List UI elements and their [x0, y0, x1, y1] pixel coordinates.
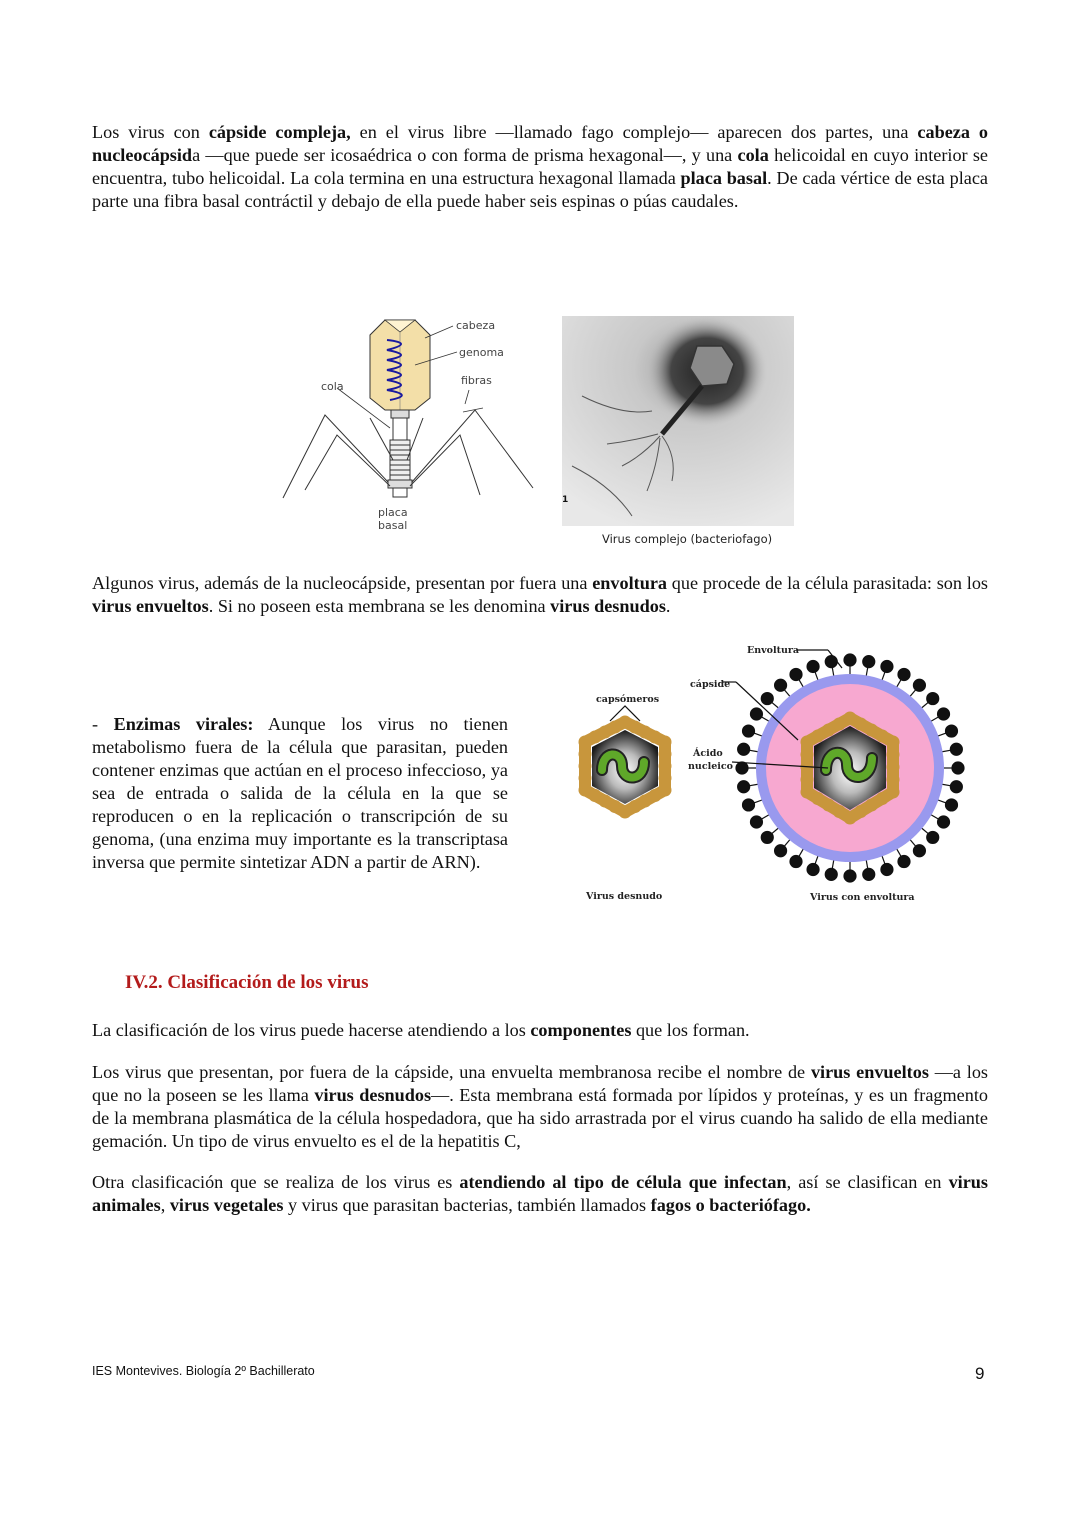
capsomer [659, 736, 672, 749]
label-basal: basal [378, 519, 408, 532]
envelope-spike [881, 863, 893, 875]
label-envoltura: Envoltura [747, 645, 800, 656]
capsomer [801, 786, 814, 799]
envelope-spike [807, 863, 819, 875]
envelope-spike [898, 668, 910, 680]
capsomer [887, 761, 900, 774]
capsomer [659, 760, 672, 773]
paragraph-enveloped-viruses: Algunos virus, además de la nucleocápside, presentan por fuera una envoltura que procede de la célula parasitada: son los virus envueltos. Si no poseen esta membrana se les denomina virus desnudos. [92, 573, 988, 616]
capsomer [887, 748, 900, 761]
envelope-spike [913, 845, 925, 857]
photo-number: 1 [562, 495, 569, 505]
envelope-spike [945, 799, 957, 811]
envelope-spike [738, 743, 750, 755]
capsomer [609, 721, 622, 734]
label-fibras: fibras [461, 374, 492, 387]
envelope-spike [750, 816, 762, 828]
envelope-spike [743, 799, 755, 811]
label-acido: Ácido [693, 748, 723, 759]
envelope-spike [938, 816, 950, 828]
envelope-spike [790, 856, 802, 868]
paragraph-envelope-classification: Los virus que presentan, por fuera de la cápside, una envuelta membranosa recibe el nombre de virus envueltos —a los que no la poseen se les llama virus desnudos—. Esta membrana está formada por lípidos y proteínas, y es un fragmento de la membrana plasmática de la célula hospedadora, que ha sido arrastrada por el virus cuando ha salido de ella mediante gemación. Un tipo de virus envuelto es el de la hepatitis C, [92, 1062, 988, 1151]
capsomer [801, 773, 814, 786]
capsomer [887, 773, 900, 786]
page-number: 9 [975, 1364, 985, 1383]
label-capsomeros: capsómeros [596, 694, 660, 705]
capsomer [579, 784, 592, 797]
capsomer [579, 748, 592, 761]
naked-virus [579, 716, 672, 819]
bacteriophage-micrograph [562, 316, 794, 526]
envelope-spike [927, 831, 939, 843]
envelope-spike [938, 708, 950, 720]
envelope-spike [825, 868, 837, 880]
photo-caption: Virus complejo (bacteriofago) [602, 532, 773, 546]
label-cabeza: cabeza [456, 319, 496, 332]
envelope-spike [738, 781, 750, 793]
envelope-spike [950, 781, 962, 793]
envelope-spike [844, 870, 856, 882]
capsomer [659, 772, 672, 785]
section-title: IV.2. Clasificación de los virus [125, 972, 369, 993]
label-nucleico: nucleico [688, 761, 733, 772]
naked-vs-enveloped-diagram [560, 640, 980, 910]
paragraph-viral-enzymes: - Enzimas virales: Aunque los virus no tienen metabolismo fuera de la célula que parasitan, pueden contener enzimas que actúan en el proceso infeccioso, ya sea de entrada o salida de la célula en la que se reproducen o en la replicación o transcripción de su genoma, (una enzima muy importante es la transcriptasa inversa que permite sintetizar ADN a partir de ARN). [92, 714, 508, 872]
capsomer [659, 748, 672, 761]
envelope-spike [790, 668, 802, 680]
envelope-spike [743, 725, 755, 737]
envelope-spike [913, 679, 925, 691]
capsomer [579, 760, 592, 773]
capsomer [801, 748, 814, 761]
envelope-spike [807, 661, 819, 673]
envelope-spike [825, 656, 837, 668]
envelope-spike [898, 856, 910, 868]
label-placa: placa [378, 506, 408, 519]
envelope-spike [927, 693, 939, 705]
envelope-spike [881, 661, 893, 673]
capsomer [887, 736, 900, 749]
envelope-spike [775, 845, 787, 857]
envelope-spike [761, 693, 773, 705]
paragraph-host-classification: Otra clasificación que se realiza de los virus es atendiendo al tipo de célula que infectan, así se clasifican en virus animales, virus vegetales y virus que parasitan bacterias, también llamados fagos o bacteriófago. [92, 1172, 988, 1215]
envelope-spike [950, 743, 962, 755]
caption-virus-desnudo: Virus desnudo [586, 891, 663, 902]
bacteriophage-diagram [275, 310, 545, 540]
envelope-spike [844, 654, 856, 666]
envelope-spike [945, 725, 957, 737]
paragraph-complex-capsid: Los virus con cápside compleja, en el virus libre —llamado fago complejo— aparecen dos partes, una cabeza o nucleocápsida —que puede ser icosaédrica o con forma de prisma hexagonal—, y una cola helicoidal en cuyo interior se encuentra, tubo helicoidal. La cola termina en una estructura hexagonal llamada placa basal. De cada vértice de esta placa parte una fibra basal contráctil y debajo de ella puede haber seis espinas o púas caudales. [92, 122, 988, 211]
footer-text: IES Montevives. Biología 2º Bachillerato [92, 1364, 315, 1378]
envelope-spike [775, 679, 787, 691]
label-cola: cola [321, 380, 344, 393]
label-capside: cápside [690, 679, 731, 690]
envelope-spike [736, 762, 748, 774]
envelope-spike [761, 831, 773, 843]
capsomer [833, 718, 846, 731]
caption-virus-envoltura: Virus con envoltura [810, 892, 915, 903]
capsomer [579, 772, 592, 785]
enveloped-virus [736, 654, 964, 882]
label-genoma: genoma [459, 346, 504, 359]
envelope-spike [952, 762, 964, 774]
envelope-spike [750, 708, 762, 720]
envelope-spike [863, 656, 875, 668]
paragraph-classification-intro: La clasificación de los virus puede hacerse atendiendo a los componentes que los forman. [92, 1020, 750, 1040]
envelope-spike [863, 868, 875, 880]
